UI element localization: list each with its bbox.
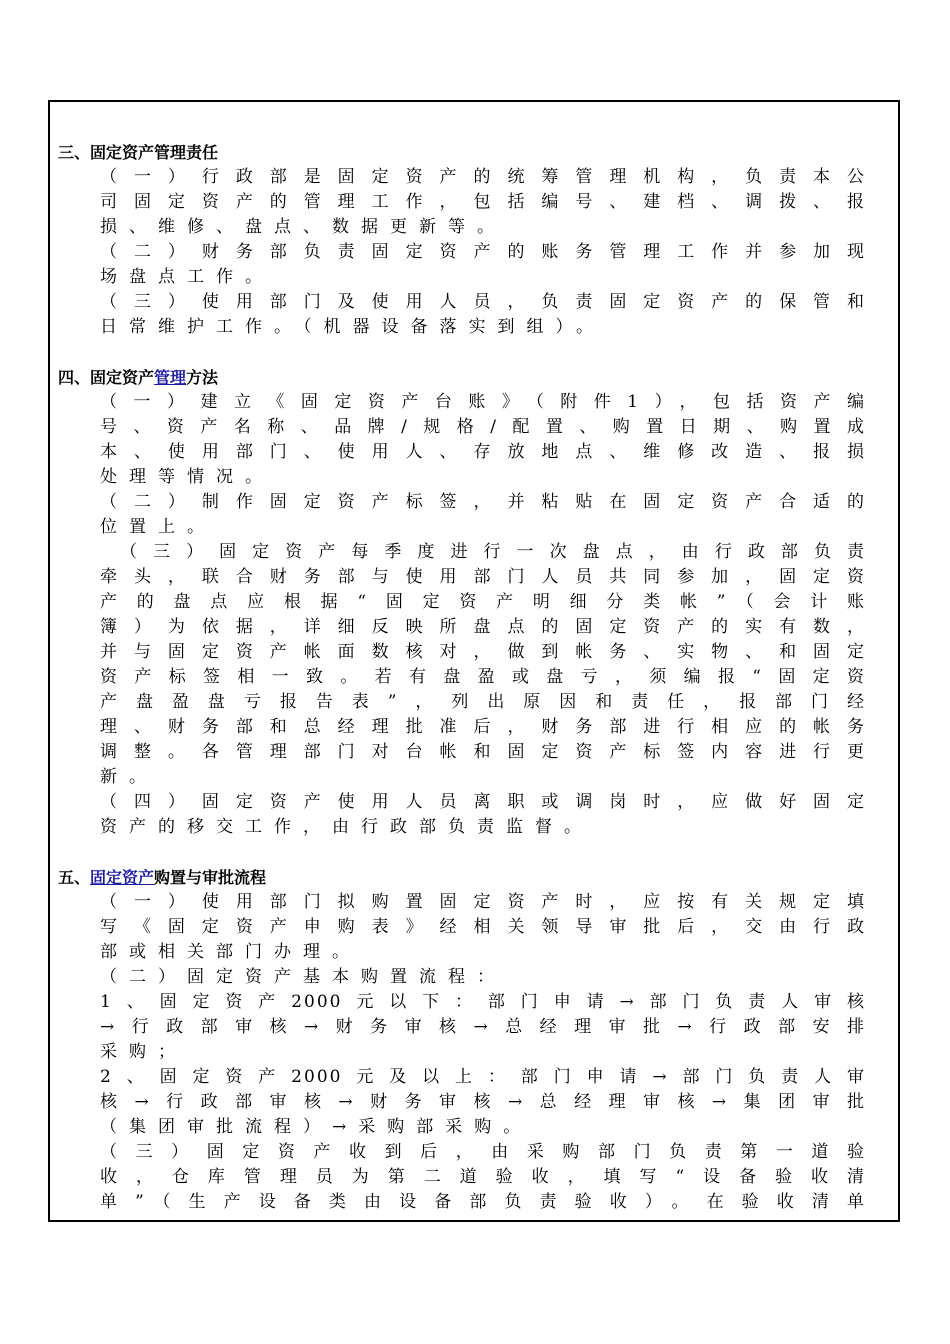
paragraph — [58, 165, 866, 240]
document-content — [58, 140, 890, 1215]
paragraph-line: 收，仓库管理员为第二道验收，填写“设备验收清 — [100, 1167, 866, 1187]
paragraph-line: 资产标签相一致。若有盘盈或盘亏，须编报“固定资 — [100, 667, 866, 687]
heading-link[interactable]: 管理 — [154, 368, 187, 387]
paragraph-line: 处理等情况。 — [100, 467, 274, 487]
section-gap — [58, 340, 890, 365]
paragraph-line: 1、固定资产2000元以下：部门申请→部门负责人审核 — [100, 992, 866, 1012]
paragraph-line: →行政部审核→财务审核→总经理审批→行政部安排 — [100, 1017, 866, 1037]
paragraph-line: 2、固定资产2000元及以上：部门申请→部门负责人审 — [100, 1067, 866, 1087]
paragraph — [58, 540, 866, 790]
paragraph-line: 簿）为依据，详细反映所盘点的固定资产的实有数， — [100, 617, 866, 637]
paragraph-line: 本、使用部门、使用人、存放地点、维修改造、报损 — [100, 442, 866, 462]
paragraph — [58, 990, 866, 1065]
heading-text: 方法 — [186, 368, 219, 387]
paragraph-line: 单”（生产设备类由设备部负责验收）。在验收清单 — [100, 1192, 866, 1212]
section-heading — [58, 865, 890, 890]
paragraph-line: （三）使用部门及使用人员，负责固定资产的保管和 — [100, 292, 866, 312]
paragraph — [58, 965, 866, 990]
paragraph-line: 新。 — [100, 767, 158, 787]
paragraph-line: （一）行政部是固定资产的统筹管理机构，负责本公 — [100, 167, 866, 187]
paragraph — [58, 390, 866, 490]
paragraph-line: 损、维修、盘点、数据更新等。 — [100, 217, 506, 237]
paragraph — [58, 1065, 866, 1140]
paragraph-line: （集团审批流程）→采购部采购。 — [100, 1117, 533, 1137]
paragraph-line: 资产的移交工作，由行政部负责监督。 — [100, 817, 593, 837]
heading-text: 五、 — [58, 868, 91, 887]
heading-text: 四、固定资产 — [58, 368, 155, 387]
paragraph-line: （三）固定资产收到后，由采购部门负责第一道验 — [100, 1142, 866, 1162]
paragraph-line: 场盘点工作。 — [100, 267, 274, 287]
paragraph-line: 部或相关部门办理。 — [100, 942, 361, 962]
paragraph — [58, 790, 866, 840]
paragraph-line: 产的盘点应根据“固定资产明细分类帐”（会计账 — [100, 592, 866, 612]
paragraph-line: 理、财务部和总经理批准后，财务部进行相应的帐务 — [100, 717, 866, 737]
paragraph-line: 号、资产名称、品牌/规格/配置、购置日期、购置成 — [100, 417, 866, 437]
paragraph — [58, 240, 866, 290]
paragraph — [58, 890, 866, 965]
paragraph-line: 调整。各管理部门对台帐和固定资产标签内容进行更 — [100, 742, 866, 762]
paragraph-line: 位置上。 — [100, 517, 216, 537]
heading-link[interactable]: 固定资产 — [90, 868, 155, 887]
paragraph-line: 牵头，联合财务部与使用部门人员共同参加，固定资 — [100, 567, 866, 587]
paragraph-line: 并与固定资产帐面数核对，做到帐务、实物、和固定 — [100, 642, 866, 662]
paragraph-line: 产盘盈盘亏报告表”，列出原因和责任，报部门经 — [100, 692, 866, 712]
paragraph-line: （一）使用部门拟购置固定资产时，应按有关规定填 — [100, 892, 866, 912]
paragraph-line: 采购； — [100, 1042, 187, 1062]
paragraph-line: （二）财务部负责固定资产的账务管理工作并参加现 — [100, 242, 866, 262]
paragraph — [58, 490, 866, 540]
document-frame — [48, 100, 900, 1222]
heading-text: 购置与审批流程 — [154, 868, 267, 887]
paragraph-line: （二）制作固定资产标签，并粘贴在固定资产合适的 — [100, 492, 866, 512]
paragraph-line: （三）固定资产每季度进行一次盘点，由行政部负责 — [120, 542, 866, 562]
paragraph-line: 司固定资产的管理工作，包括编号、建档、调拨、报 — [100, 192, 866, 212]
section-heading — [58, 365, 890, 390]
paragraph — [58, 1140, 866, 1215]
section-gap — [58, 840, 890, 865]
paragraph-line: 日常维护工作。（机器设备落实到组）。 — [100, 317, 605, 337]
paragraph — [58, 290, 866, 340]
paragraph-line: 写《固定资产申购表》经相关领导审批后，交由行政 — [100, 917, 866, 937]
paragraph-line: （四）固定资产使用人员离职或调岗时，应做好固定 — [100, 792, 866, 812]
heading-text: 三、固定资产管理责任 — [58, 143, 219, 162]
paragraph-line: 核→行政部审核→财务审核→总经理审核→集团审批 — [100, 1092, 866, 1112]
paragraph-line: （二）固定资产基本购置流程： — [100, 967, 506, 987]
section-heading — [58, 140, 890, 165]
paragraph-line: （一）建立《固定资产台账》（附件1），包括资产编 — [100, 392, 866, 412]
